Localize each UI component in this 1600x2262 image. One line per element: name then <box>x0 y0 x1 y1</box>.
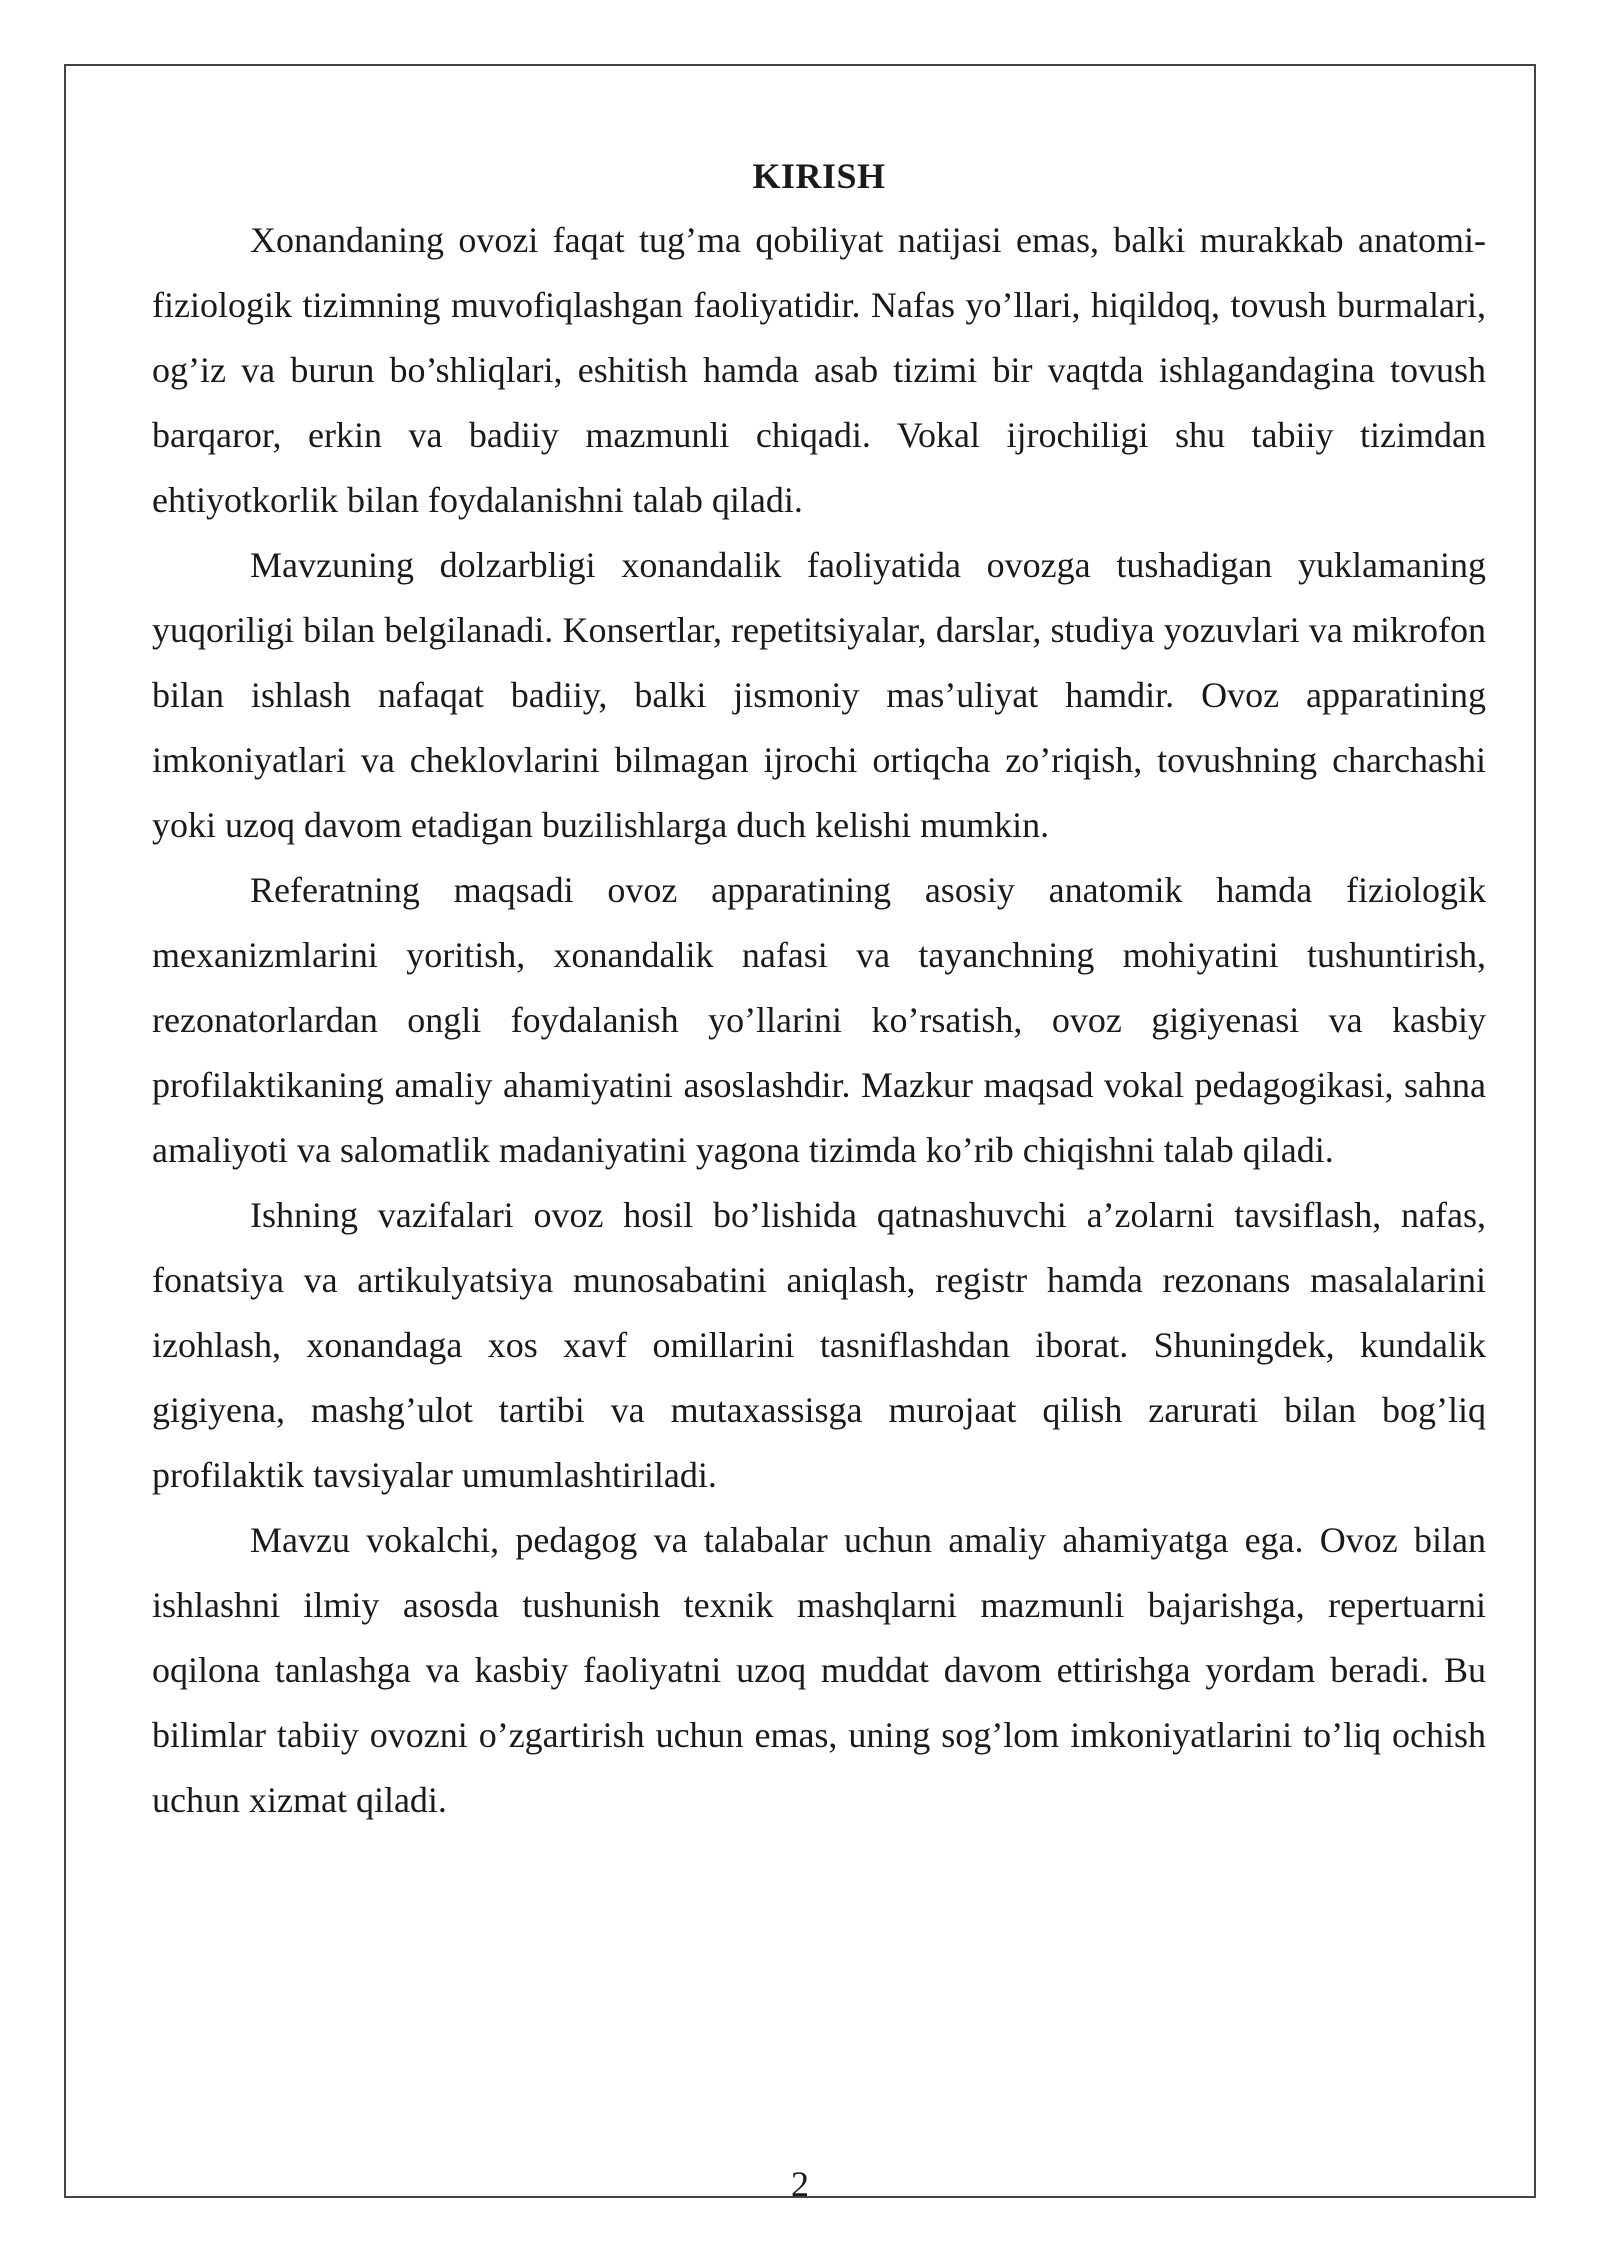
paragraph-tasks: Ishning vazifalari ovoz hosil bo’lishida qatnashuvchi a’zolarni tavsiflash, nafas, fonatsiya va artikulyatsiya munosabatini aniqlash, registr hamda rezonans masalalarini izohlash, xonandaga xos xavf omillarini tasniflashdan iborat. Shuningdek, kundalik gigiyena, mashg’ulot tartibi va mutaxassisga murojaat qilish zarurati bilan bog’liq profilaktik tavsiyalar umumlashtiriladi. <box>152 1195 1486 1495</box>
paragraph-relevance: Mavzuning dolzarbligi xonandalik faoliyatida ovozga tushadigan yuklamaning yuqoriligi bilan belgilanadi. Konsertlar, repetitsiyalar, darslar, studiya yozuvlari va mikrofon bilan ishlash nafaqat badiiy, balki jismoniy mas’uliyat hamdir. Ovoz apparatining imkoniyatlari va cheklovlarini bilmagan ijrochi ortiqcha zo’riqish, tovushning charchashi yoki uzoq davom etadigan buzilishlarga duch kelishi mumkin. <box>152 545 1486 845</box>
section-heading: KIRISH <box>752 156 886 196</box>
paragraph-intro: Xonandaning ovozi faqat tug’ma qobiliyat natijasi emas, balki murakkab anatomi-fiziologik tizimning muvofiqlashgan faoliyatidir. Nafas yo’llari, hiqildoq, tovush burmalari, og’iz va burun bo’shliqlari, eshitish hamda asab tizimi bir vaqtda ishlagandagina tovush barqaror, erkin va badiiy mazmunli chiqadi. Vokal ijrochiligi shu tabiiy tizimdan ehtiyotkorlik bilan foydalanishni talab qiladi. <box>152 220 1486 520</box>
page-number: 2 <box>791 2164 809 2204</box>
document-body <box>152 148 1486 1833</box>
paragraph-goal: Referatning maqsadi ovoz apparatining asosiy anatomik hamda fiziologik mexanizmlarini yoritish, xonandalik nafasi va tayanchning mohiyatini tushuntirish, rezonatorlardan ongli foydalanish yo’llarini ko’rsatish, ovoz gigiyenasi va kasbiy profilaktikaning amaliy ahamiyatini asoslashdir. Mazkur maqsad vokal pedagogikasi, sahna amaliyoti va salomatlik madaniyatini yagona tizimda ko’rib chiqishni talab qiladi. <box>152 870 1486 1170</box>
paragraph-significance: Mavzu vokalchi, pedagog va talabalar uchun amaliy ahamiyatga ega. Ovoz bilan ishlashni ilmiy asosda tushunish texnik mashqlarni mazmunli bajarishga, repertuarni oqilona tanlashga va kasbiy faoliyatni uzoq muddat davom ettirishga yordam beradi. Bu bilimlar tabiiy ovozni o’zgartirish uchun emas, uning sog’lom imkoniyatlarini to’liq ochish uchun xizmat qiladi. <box>152 1520 1486 1820</box>
